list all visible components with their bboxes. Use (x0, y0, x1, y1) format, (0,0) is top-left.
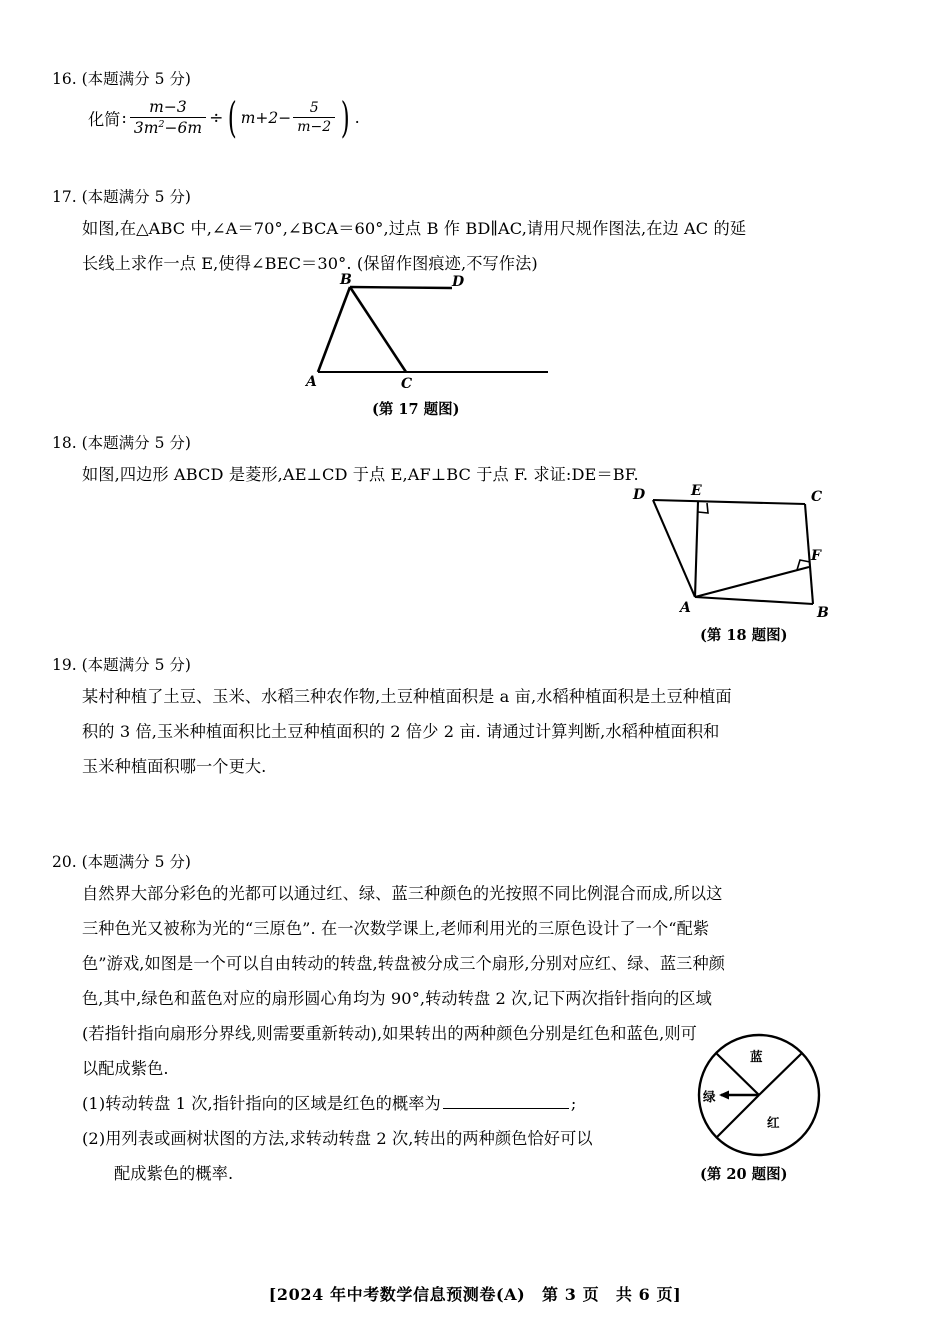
sector-label-blue: 蓝 (750, 1049, 763, 1064)
fraction1-numerator: m−3 (149, 98, 187, 116)
question-17-points: (本题满分 5 分) (81, 188, 191, 206)
sector-divider-blue-red (759, 1053, 802, 1095)
question-18-figure (625, 482, 835, 621)
answer-blank-1[interactable] (443, 1094, 569, 1109)
question-17-figure-caption: (第 17 题图) (372, 401, 460, 418)
question-17-line-1: 如图,在△ABC 中,∠A＝70°,∠BCA＝60°,过点 B 作 BD∥AC,请用尺规作图法,在边 AC 的延 (82, 219, 747, 238)
segment-AD (653, 500, 695, 597)
question-20-line-6: 以配成紫色. (82, 1059, 169, 1078)
question-20-subitem-2-continuation: 配成紫色的概率. (114, 1164, 234, 1183)
segment-BA (695, 597, 813, 604)
fraction2-denominator: m−2 (293, 117, 335, 135)
point-label-C: C (401, 376, 413, 392)
segment-DC (653, 500, 805, 504)
point-label-F: F (811, 548, 821, 564)
fraction1-denominator: $3m^2-6m$ (130, 117, 206, 137)
question-20-heading (52, 851, 725, 873)
page-footer: [2024 年中考数学信息预测卷(A) 第 3 页 共 6 页] (268, 1285, 682, 1304)
paren-close: ) (340, 92, 350, 142)
fraction-5-over-m2 (293, 100, 335, 135)
subitem-1-text: 转动转盘 1 次,指针指向的区域是红色的概率为 (105, 1094, 441, 1113)
fraction2-numerator: 5 (309, 100, 319, 117)
point-label-A: A (306, 374, 317, 390)
question-19-heading (52, 654, 732, 676)
point-label-E: E (691, 483, 702, 499)
point-label-D: D (452, 274, 465, 290)
subitem-2-label: (2) (82, 1129, 106, 1148)
question-19-points: (本题满分 5 分) (81, 656, 191, 674)
segment-AF (695, 567, 809, 597)
question-17-heading (52, 186, 746, 208)
question-18-points: (本题满分 5 分) (81, 434, 191, 452)
question-17-figure (300, 272, 560, 392)
point-label-C: C (811, 489, 823, 505)
subitem-1-suffix: ; (570, 1094, 577, 1113)
point-label-B: B (817, 605, 829, 621)
sector-label-green: 绿 (703, 1089, 716, 1104)
subitem-2-text: 用列表或画树状图的方法,求转动转盘 2 次,转出的两种颜色恰好可以 (105, 1129, 593, 1148)
question-16-number: 16. (52, 70, 77, 88)
question-19-line-3: 玉米种植面积哪一个更大. (82, 757, 267, 776)
question-18-figure-caption: (第 18 题图) (700, 627, 788, 644)
line-BD (350, 287, 452, 288)
question-18-number: 18. (52, 434, 77, 452)
question-20-number: 20. (52, 853, 77, 871)
subitem-1-label: (1) (82, 1094, 106, 1113)
question-19-line-1: 某村种植了土豆、玉米、水稻三种农作物,土豆种植面积是 a 亩,水稻种植面积是土豆种植面 (82, 687, 732, 706)
question-20-subitem-2 (52, 1121, 725, 1156)
point-label-B: B (340, 272, 352, 288)
segment-BC (350, 287, 406, 372)
question-20-line-1: 自然界大部分彩色的光都可以通过红、绿、蓝三种颜色的光按照不同比例混合而成,所以这 (82, 884, 723, 903)
paren-open: ( (228, 92, 238, 142)
question-17 (52, 186, 746, 281)
question-20-line-5: (若指针指向扇形分界线,则需要重新转动),如果转出的两种颜色分别是红色和蓝色,则可 (82, 1024, 697, 1043)
sector-divider-green-red (716, 1095, 759, 1138)
question-19-line-2: 积的 3 倍,玉米种植面积比土豆种植面积的 2 倍少 2 亩. 请通过计算判断,水稻种植面积和 (82, 722, 720, 741)
question-20 (52, 851, 725, 1191)
question-18 (52, 432, 639, 492)
divide-sign: ÷ (209, 107, 224, 128)
point-label-A: A (680, 600, 691, 616)
question-17-line-2: 长线上求作一点 E,使得∠BEC＝30°. (保留作图痕迹,不写作法) (82, 254, 538, 273)
sector-label-red: 红 (767, 1115, 780, 1130)
question-17-number: 17. (52, 188, 77, 206)
question-16-prompt-label: 化简 (88, 109, 121, 129)
spinner-pointer-arrowhead (719, 1091, 729, 1100)
question-18-line-1: 如图,四边形 ABCD 是菱形,AE⊥CD 于点 E,AF⊥BC 于点 F. 求证:DE＝BF. (82, 465, 639, 484)
fraction-m3-over-3m2-6m (130, 98, 206, 137)
question-20-figure-caption: (第 20 题图) (700, 1166, 788, 1183)
question-20-line-3: 色”游戏,如图是一个可以自由转动的转盘,转盘被分成三个扇形,分别对应红、绿、蓝三种颜 (82, 954, 726, 973)
group-terms: m+2− (240, 108, 292, 127)
question-20-line-2: 三种色光又被称为光的“三原色”. 在一次数学课上,老师利用光的三原色设计了一个“配紫 (82, 919, 710, 938)
question-16-expression: 化简 : $\frac{m-3}{3m^2-6m}$ ÷ ( m+2− $\frac{5}{m-2}$ ) . (88, 92, 360, 142)
question-16-points: (本题满分 5 分) (81, 70, 191, 88)
question-20-figure (695, 1031, 823, 1159)
question-20-line-4: 色,其中,绿色和蓝色对应的扇形圆心角均为 90°,转动转盘 2 次,记下两次指针指向的区域 (82, 989, 712, 1008)
question-19-number: 19. (52, 656, 77, 674)
right-angle-mark-E (698, 503, 708, 513)
question-19 (52, 654, 732, 784)
question-16-heading (52, 68, 191, 90)
question-20-subitem-1 (52, 1086, 725, 1121)
question-16 (52, 68, 191, 90)
segment-AE (695, 502, 698, 597)
expression-period: . (354, 108, 360, 128)
question-18-heading (52, 432, 639, 454)
point-label-D: D (633, 487, 646, 503)
segment-AB (318, 287, 350, 372)
question-20-points: (本题满分 5 分) (81, 853, 191, 871)
